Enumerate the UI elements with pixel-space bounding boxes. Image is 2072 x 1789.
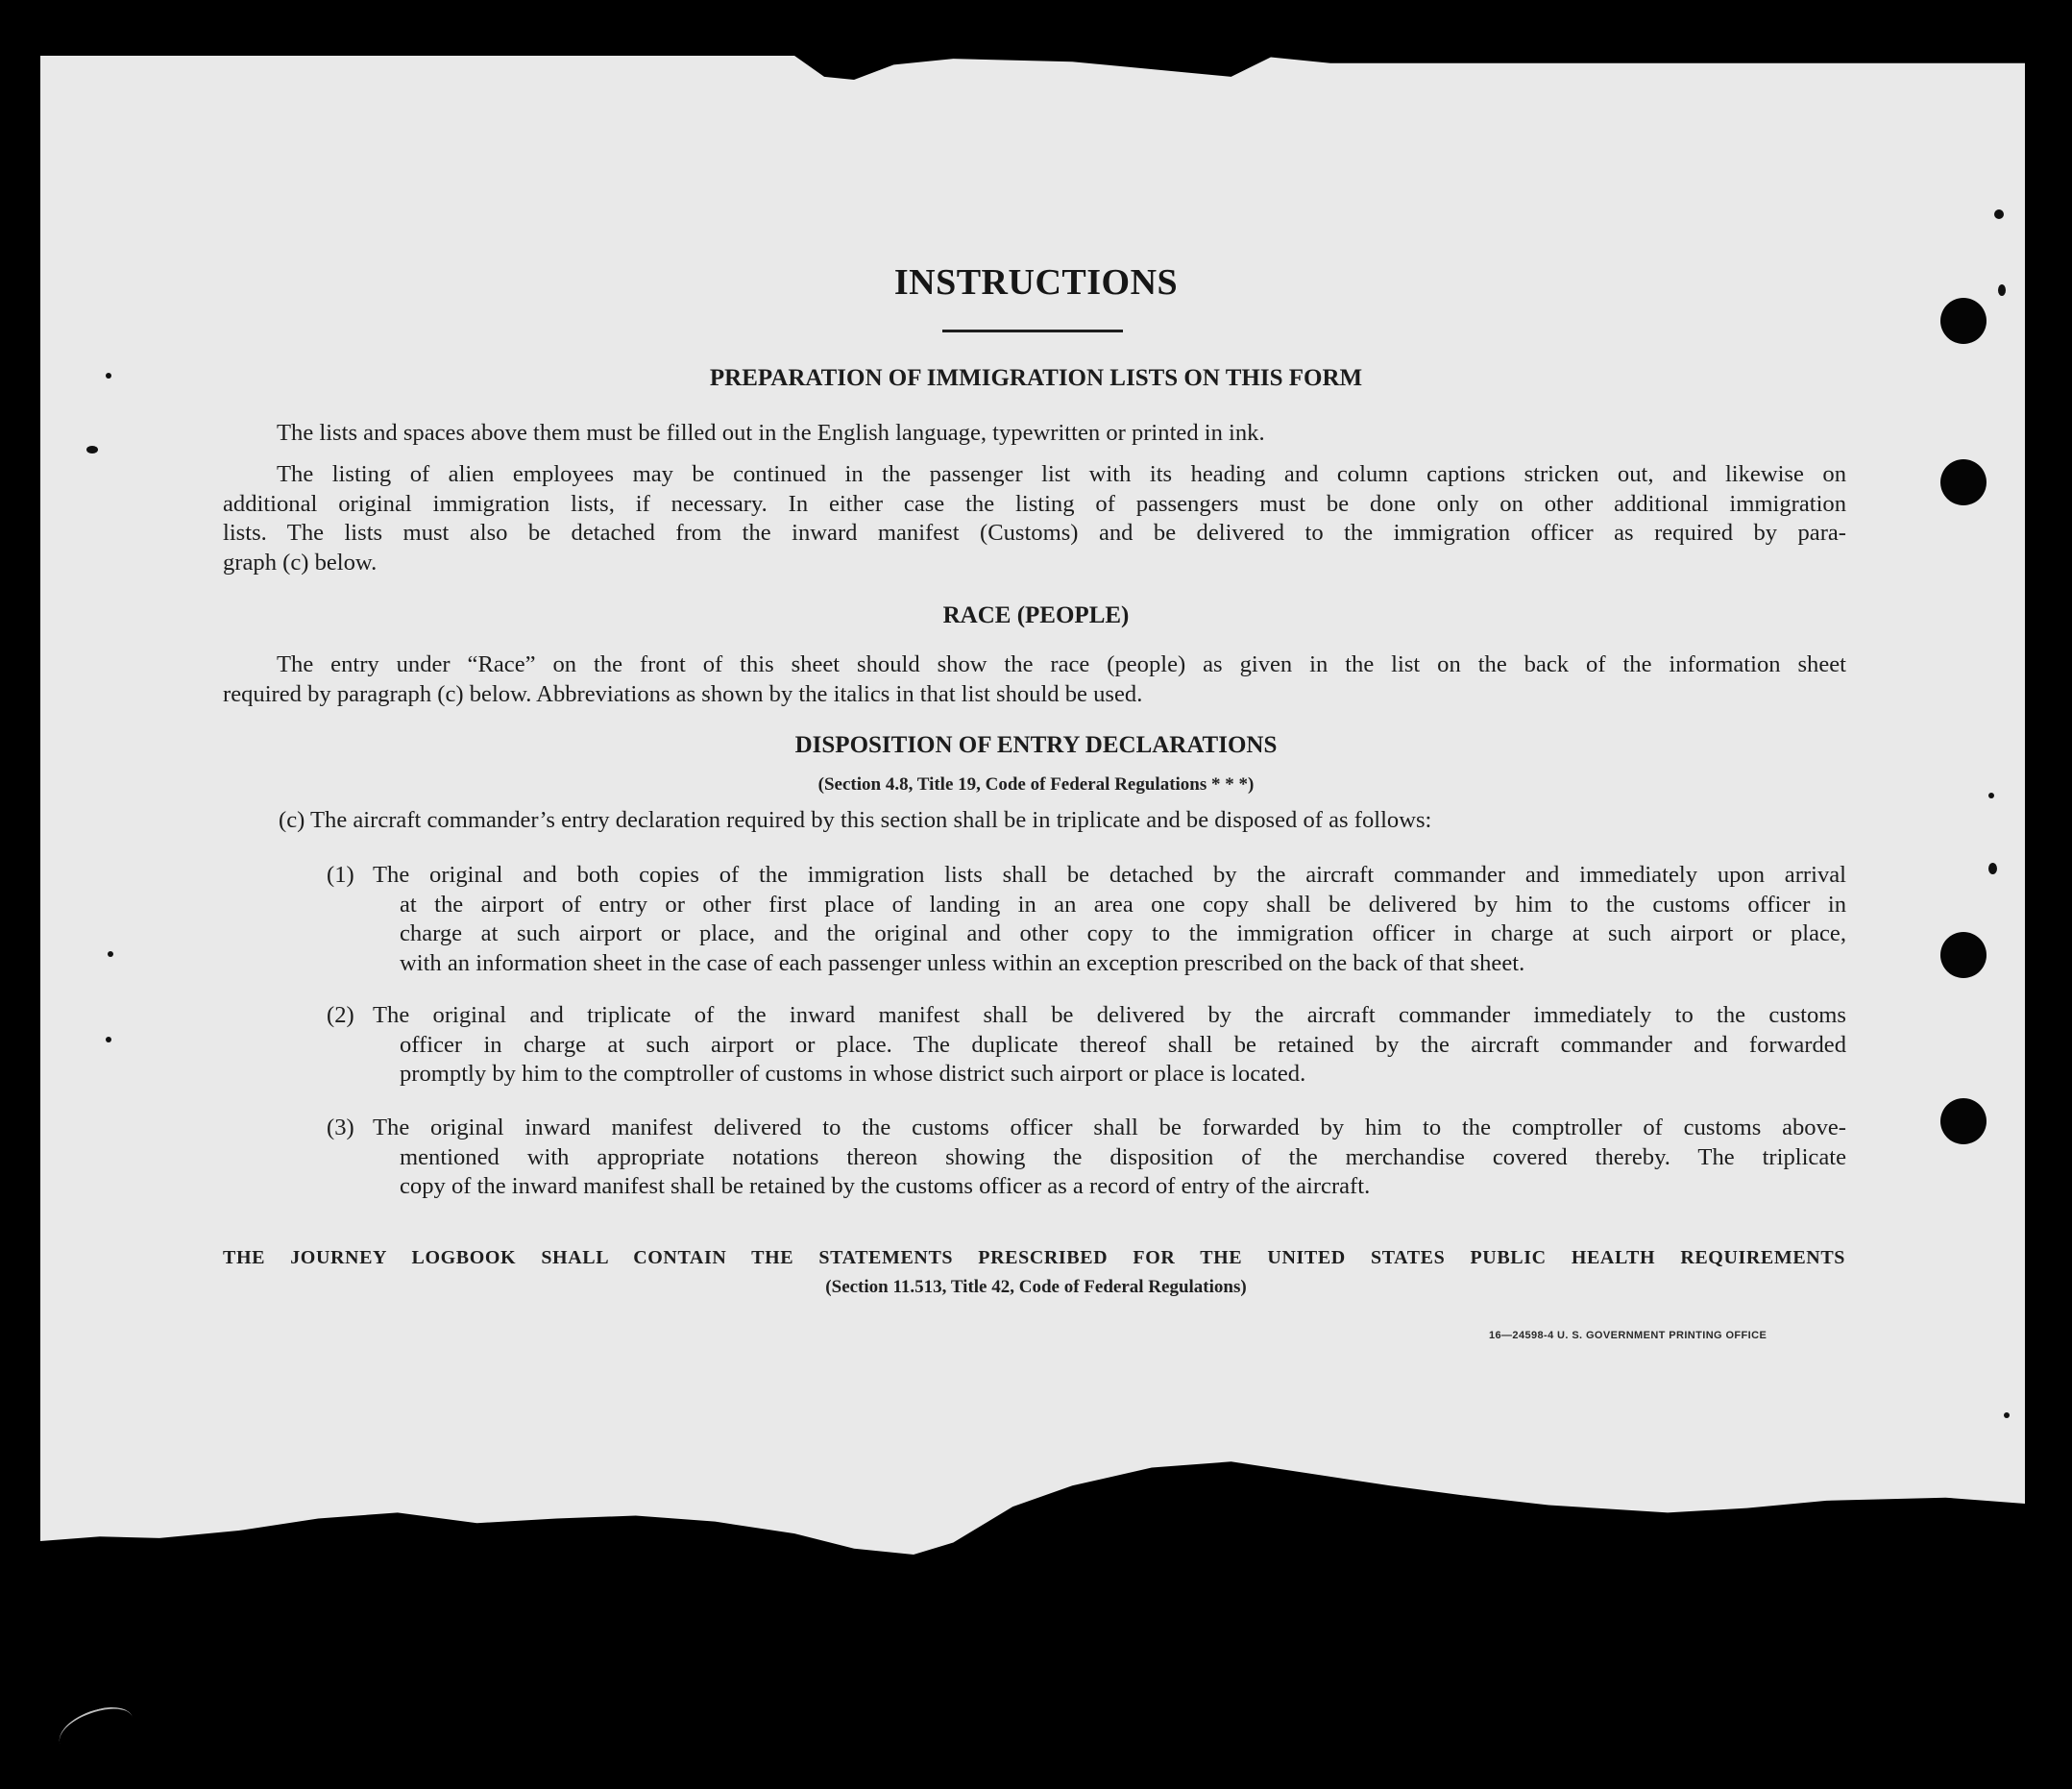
text-line: copy of the inward manifest shall be retained by the customs officer as a record of entry of the aircraft.: [400, 1173, 1371, 1199]
citation-health: (Section 11.513, Title 42, Code of Federal Regulations): [825, 1277, 1247, 1297]
text-line: The listing of alien employees may be continued in the passenger list with its heading and column captions stricken out, and likewise on: [277, 461, 1846, 487]
citation-disposition: (Section 4.8, Title 19, Code of Federal Regulations * * *): [817, 774, 1255, 795]
printing-office-code: 16—24598-4 U. S. GOVERNMENT PRINTING OFFICE: [1489, 1330, 1767, 1341]
speck: [86, 446, 98, 453]
text-line: promptly by him to the comptroller of customs in whose district such airport or place is located.: [400, 1061, 1306, 1087]
punch-hole: [1940, 1098, 1987, 1144]
text-line: lists. The lists must also be detached from the inward manifest (Customs) and be delivered to the immigration officer as required by para-: [223, 520, 1846, 546]
text-line: at the airport of entry or other first place of landing in an area one copy shall be delivered by him to the customs officer in: [400, 891, 1846, 918]
text-line: The original and both copies of the immigration lists shall be detached by the aircraft commander and immediately upon arrival: [373, 862, 1846, 888]
speck: [2004, 1412, 2010, 1418]
text-line: officer in charge at such airport or place. The duplicate thereof shall be retained by the aircraft commander and forwarded: [400, 1031, 1846, 1058]
title-underline: [942, 330, 1123, 332]
text-line: graph (c) below.: [223, 549, 378, 576]
speck: [106, 1037, 111, 1042]
heading-preparation: PREPARATION OF IMMIGRATION LISTS ON THIS FORM: [709, 365, 1363, 391]
punch-hole: [1940, 298, 1987, 344]
text-line: The lists and spaces above them must be filled out in the English language, typewritten or printed in ink.: [277, 420, 1265, 446]
item-number-3: (3): [327, 1115, 354, 1140]
speck: [1994, 209, 2004, 219]
text-line: mentioned with appropriate notations thereon showing the disposition of the merchandise covered thereby. The triplicate: [400, 1143, 1846, 1170]
page-title: INSTRUCTIONS: [893, 262, 1179, 303]
paragraph-preparation-1: [277, 419, 1890, 449]
text-line: charge at such airport or place, and the original and other copy to the immigration officer in charge at such airport or place,: [400, 920, 1846, 946]
text-line: with an information sheet in the case of each passenger unless within an exception prescribed on the back of that sheet.: [400, 949, 1525, 976]
paragraph-preparation-2: [223, 460, 1846, 577]
heading-disposition: DISPOSITION OF ENTRY DECLARATIONS: [794, 732, 1278, 758]
item-number-2: (2): [327, 1002, 354, 1028]
text-line: additional original immigration lists, if necessary. In either case the listing of passengers must be done only on other additional immigration: [223, 490, 1846, 517]
text-line: The original inward manifest delivered to the customs officer shall be forwarded by him to the comptroller of customs above-: [373, 1115, 1846, 1140]
text-line: The entry under “Race” on the front of this sheet should show the race (people) as given in the list on the back of the information sheet: [277, 651, 1846, 677]
punch-hole: [1940, 932, 1987, 978]
disposition-item-3: [373, 1114, 1846, 1202]
disposition-item-2: [373, 1001, 1846, 1090]
item-number-1: (1): [327, 862, 354, 888]
paragraph-race: [223, 650, 1846, 709]
heading-race: RACE (PEOPLE): [942, 602, 1130, 628]
text-line: required by paragraph (c) below. Abbreviations as shown by the italics in that list should be used.: [223, 680, 1143, 707]
speck: [108, 951, 113, 957]
text-line: (c) The aircraft commander’s entry declaration required by this section shall be in triplicate and be disposed of as follows:: [279, 807, 1432, 833]
disposition-item-1: [373, 861, 1846, 978]
punch-hole: [1940, 459, 1987, 505]
health-statement: THE JOURNEY LOGBOOK SHALL CONTAIN THE STATEMENTS PRESCRIBED FOR THE UNITED STATES PUBLIC HEALTH REQUIREMENTS: [223, 1247, 1845, 1268]
paragraph-disposition-intro: [279, 806, 1892, 836]
speck: [1988, 863, 1997, 874]
text-line: The original and triplicate of the inward manifest shall be delivered by the aircraft commander immediately to the customs: [373, 1002, 1846, 1028]
